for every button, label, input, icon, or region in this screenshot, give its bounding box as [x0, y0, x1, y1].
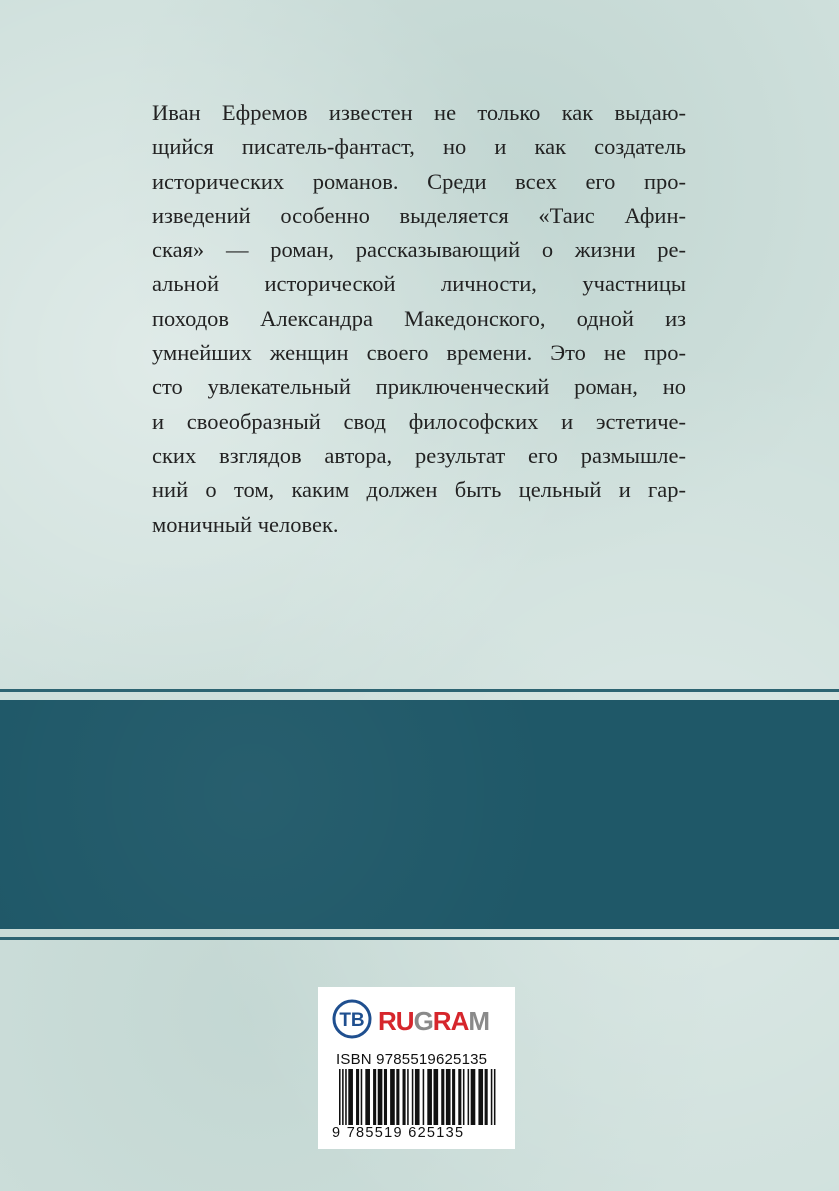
barcode-bar	[441, 1069, 444, 1125]
barcode-bar	[342, 1069, 344, 1125]
barcode-bar	[458, 1069, 461, 1125]
annotation-line: щийся писатель-фантаст, но и как создатель	[152, 134, 686, 160]
divider-line-bottom	[0, 937, 839, 940]
annotation-line: исторических романов. Среди всех его про-	[152, 168, 686, 194]
barcode-bar	[384, 1069, 387, 1125]
barcode-bar	[403, 1069, 406, 1125]
publisher-logo	[332, 999, 507, 1039]
barcode-bar	[427, 1069, 432, 1125]
barcode	[338, 1069, 498, 1125]
annotation-line: ских взглядов автора, результат его размышле-	[152, 442, 686, 468]
barcode-bar	[378, 1069, 383, 1125]
annotation-line: изведений особенно выделяется «Таис Афин-	[152, 202, 686, 228]
barcode-bar	[478, 1069, 483, 1125]
annotation-line: ний о том, каким должен быть цельный и гар-	[152, 477, 686, 503]
barcode-bar	[423, 1069, 425, 1125]
decorative-band	[0, 700, 839, 929]
barcode-bar	[415, 1069, 420, 1125]
annotation-text	[152, 96, 686, 542]
logo-ra: RA	[432, 1006, 469, 1036]
annotation-line: моничный человек.	[152, 511, 339, 537]
barcode-bar	[390, 1069, 395, 1125]
barcode-bar	[339, 1069, 341, 1125]
logo-ru: RU	[378, 1006, 414, 1036]
isbn-label: ISBN 9785519625135	[336, 1051, 488, 1068]
barcode-bar	[365, 1069, 370, 1125]
tb-logo-icon	[332, 999, 376, 1039]
barcode-bar	[485, 1069, 488, 1125]
barcode-bar	[463, 1069, 465, 1125]
annotation-line: походов Александра Македонского, одной из	[152, 305, 686, 331]
annotation-line: сто увлекательный приключенческий роман, но	[152, 374, 686, 400]
barcode-bar	[468, 1069, 470, 1125]
logo-m: M	[468, 1006, 490, 1036]
logo-mark-text: TB	[339, 1010, 365, 1031]
publisher-block	[318, 987, 515, 1149]
annotation-line: и своеобразный свод философских и эстетиче-	[152, 408, 686, 434]
barcode-digits: 9 785519 625135	[332, 1125, 465, 1141]
barcode-bar	[356, 1069, 359, 1125]
divider-line-top	[0, 689, 839, 692]
annotation-line: умнейших женщин своего времени. Это не про-	[152, 340, 686, 366]
barcode-bar	[345, 1069, 347, 1125]
barcode-bar	[491, 1069, 493, 1125]
annotation-line: альной исторической личности, участницы	[152, 271, 686, 297]
logo-wordmark	[378, 1007, 489, 1035]
annotation-line: ская» — роман, рассказывающий о жизни ре-	[152, 237, 686, 263]
barcode-bar	[412, 1069, 414, 1125]
barcode-bar	[361, 1069, 363, 1125]
barcode-bar	[494, 1069, 496, 1125]
barcode-bar	[471, 1069, 476, 1125]
barcode-bar	[452, 1069, 455, 1125]
barcode-bar	[373, 1069, 376, 1125]
barcode-bar	[433, 1069, 438, 1125]
barcode-bar	[446, 1069, 451, 1125]
barcode-bar	[407, 1069, 409, 1125]
barcode-bar	[348, 1069, 353, 1125]
barcode-bar	[396, 1069, 399, 1125]
logo-g: G	[413, 1006, 433, 1036]
annotation-line: Иван Ефремов известен не только как выдаю-	[152, 100, 686, 125]
